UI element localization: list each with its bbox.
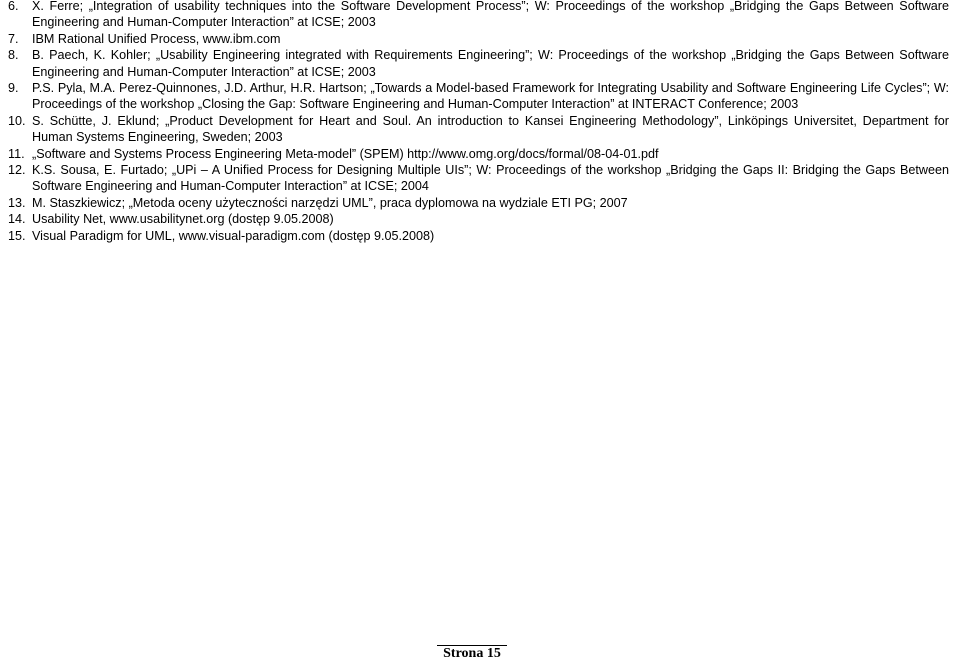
reference-text: K.S. Sousa, E. Furtado; „UPi – A Unified Process for Designing Multiple UIs”; W: Proceedings of the workshop „Bridging the Gaps II: Bridging the Gaps Between Software Engineering and Human-Computer Interaction” at ICSE; 2004 [32,163,949,194]
reference-item [8,31,949,47]
reference-item [8,211,949,227]
reference-item [8,80,949,113]
reference-number: 9. [8,81,19,96]
reference-text: S. Schütte, J. Eklund; „Product Development for Heart and Soul. An introduction to Kansei Engineering Methodology”, Linköpings Universitet, Department for Human Systems Engineering, Sweden; 2003 [32,113,949,145]
reference-number: 11. [8,146,25,161]
reference-item [8,162,949,195]
reference-text[interactable]: „Software and Systems Process Engineering Meta-model” (SPEM) http://www.omg.org/docs/formal/08-04-01.pdf [32,146,659,161]
reference-number: 12. [8,163,26,178]
reference-text: IBM Rational Unified Process, www.ibm.com [32,31,281,46]
reference-text: P.S. Pyla, M.A. Perez-Quinnones, J.D. Arthur, H.R. Hartson; „Towards a Model-based Framework for Integrating Usability and Software Engineering Life Cycles”; W: Proceedings of the workshop „Closing the Gap: Software Engineering and Human-Computer Interaction” at INTERACT Conference; 2003 [32,81,949,112]
page-number: Strona 15 [443,646,501,661]
reference-list [8,0,949,244]
reference-number: 6. [8,0,19,13]
reference-text: B. Paech, K. Kohler; „Usability Engineering integrated with Requirements Engineering”; W: Proceedings of the workshop „Bridging the Gaps Between Software Engineering and Human-Computer Interaction” at ICSE; 2003 [32,48,949,79]
reference-item [8,146,949,162]
reference-number: 10. [8,113,26,128]
reference-number: 14. [8,212,26,227]
reference-item [8,47,949,80]
reference-text[interactable]: Usability Net, www.usabilitynet.org (dostęp 9.05.2008) [32,212,334,227]
reference-item [8,195,949,211]
reference-number: 13. [8,195,26,210]
reference-number: 7. [8,31,19,46]
reference-item [8,228,949,244]
reference-text: M. Staszkiewicz; „Metoda oceny użyteczności narzędzi UML”, praca dyplomowa na wydziale ETI PG; 2007 [32,195,628,210]
reference-text: X. Ferre; „Integration of usability techniques into the Software Development Process”; W: Proceedings of the workshop „Bridging the Gaps Between Software Engineering and Human-Computer Interaction” at ICSE; 2003 [32,0,949,30]
reference-item [8,113,949,146]
reference-number: 8. [8,48,19,63]
reference-item [8,0,949,31]
reference-text[interactable]: Visual Paradigm for UML, www.visual-paradigm.com (dostęp 9.05.2008) [32,228,435,243]
reference-number: 15. [8,228,26,243]
